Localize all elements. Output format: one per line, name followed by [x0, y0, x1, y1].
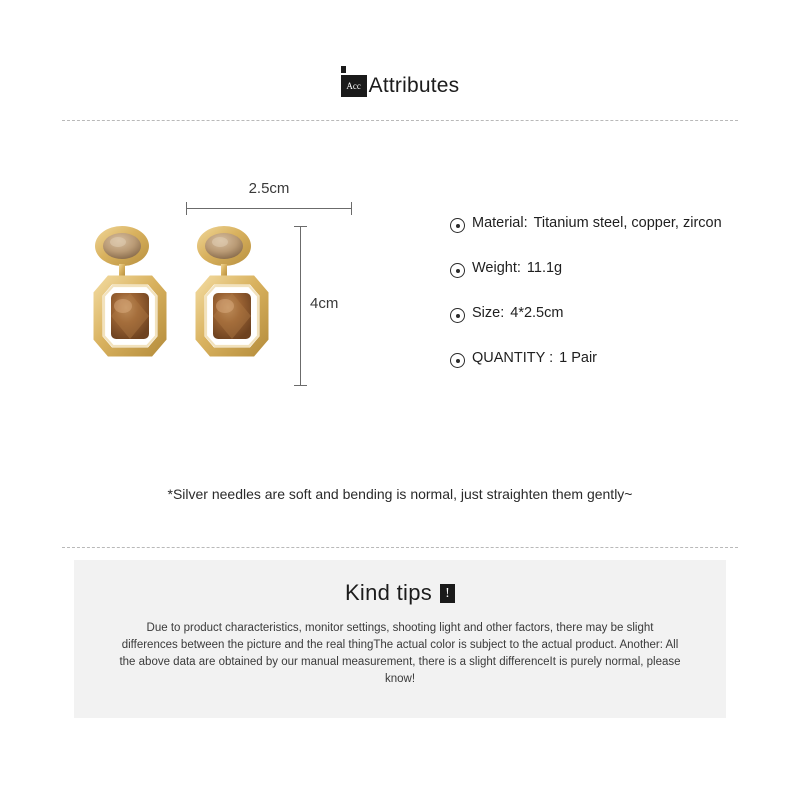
attribute-row-weight: [450, 260, 780, 278]
height-dimension-label: 4cm: [310, 295, 339, 312]
width-dimension-label: 2.5cm: [248, 180, 290, 197]
divider-middle: [62, 547, 738, 548]
silver-needle-note: *Silver needles are soft and bending is normal, just straighten them gently~: [167, 486, 633, 502]
attribute-value: Titanium steel, copper, zircon: [533, 215, 722, 231]
exclamation-icon: !: [440, 584, 455, 603]
bullet-icon: [450, 263, 465, 278]
page-title: Attributes: [368, 74, 460, 97]
attribute-label: Size:: [472, 305, 505, 321]
bullet-icon: [450, 353, 465, 368]
attribute-row-size: [450, 305, 780, 323]
kind-tips-panel: [74, 560, 726, 718]
kind-tips-body: Due to product characteristics, monitor settings, shooting light and other factors, there may be slight differences between the picture and the real thingThe actual color is subject to the actual product. Another: All the above data are obtained by our manual measurement, there is a slight differenceIt is purely normal, please know!: [119, 622, 681, 685]
attribute-label: Weight:: [472, 260, 521, 276]
height-dimension-line: [300, 226, 301, 386]
kind-tips-title-text: Kind tips: [344, 580, 433, 605]
acc-badge: [341, 75, 367, 97]
attributes-list: [450, 215, 780, 395]
attribute-value: 4*2.5cm: [510, 305, 564, 321]
attribute-row-quantity: [450, 350, 780, 368]
kind-tips-title: [74, 580, 726, 606]
header-inner: [341, 74, 460, 98]
badge-tick-icon: [341, 66, 346, 73]
acc-badge-label: Acc: [346, 81, 361, 91]
attribute-label: QUANTITY :: [472, 350, 554, 366]
bullet-icon: [450, 308, 465, 323]
bullet-icon: [450, 218, 465, 233]
attribute-value: 11.1g: [526, 260, 563, 276]
product-image-area: [62, 160, 402, 440]
width-dimension-line: [186, 208, 352, 209]
earrings-product-image: [78, 216, 288, 396]
attribute-row-material: [450, 215, 780, 233]
page-header: [0, 74, 800, 98]
divider-top: [62, 120, 738, 121]
attribute-value: 1 Pair: [559, 350, 597, 366]
attribute-label: Material:: [472, 215, 528, 231]
